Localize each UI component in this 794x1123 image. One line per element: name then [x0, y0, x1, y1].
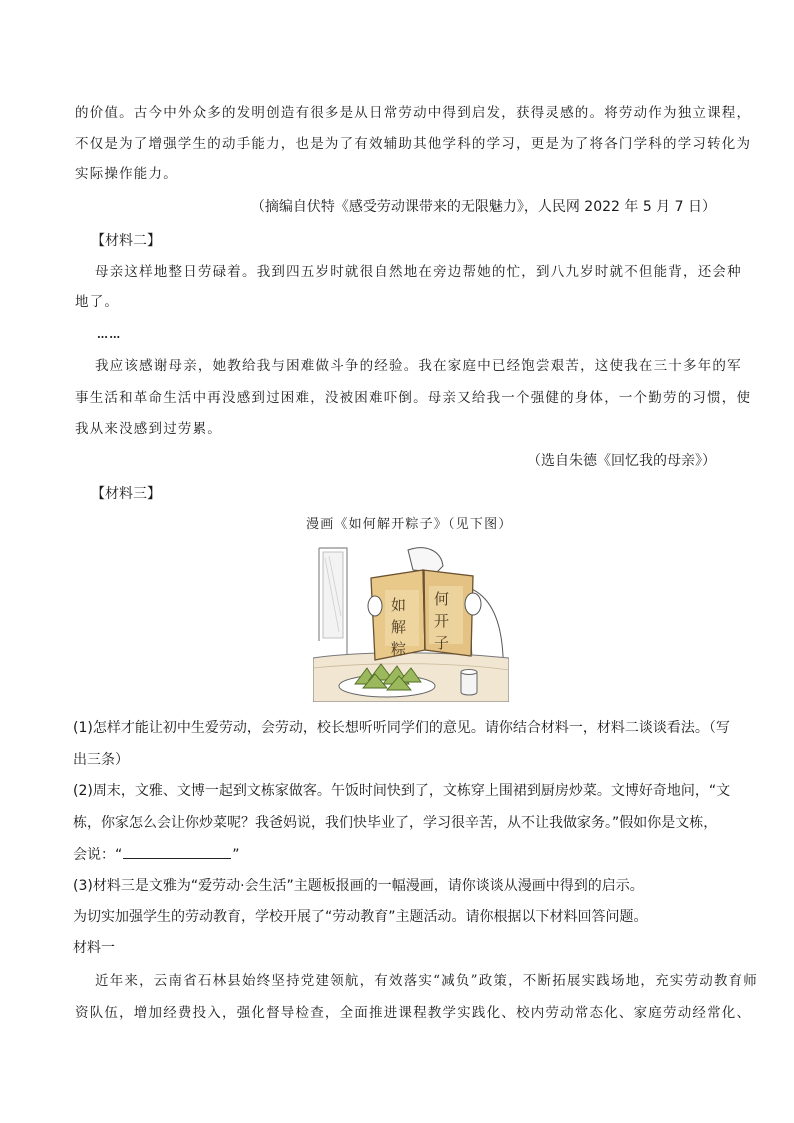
question-1-line-2: 出三条）: [73, 752, 129, 768]
book-char-6: 子: [434, 634, 450, 652]
question-2-line-2: 栋，你家怎么会让你炒菜呢？我爸妈说，我们快毕业了，学习很辛苦，从不让我做家务。”假如你是文栋，: [73, 815, 718, 831]
book-char-4: 开: [434, 612, 450, 630]
material2-source: （选自朱德《回忆我的母亲》）: [527, 453, 716, 469]
material2-p1-line-2: 地了。: [75, 294, 120, 310]
cartoon-illustration: [313, 546, 509, 702]
material2-p1-line-1: 母亲这样地整日劳碌着。我到四五岁时就很自然地在旁边帮她的忙，到八九岁时就不但能背，还会种: [95, 264, 742, 280]
material2-p2-line-1: 我应该感谢母亲，她教给我与困难做斗争的经验。我在家庭中已经饱尝艰苦，这使我在三十多年的军: [95, 358, 742, 374]
material1-line-3: 实际操作能力。: [75, 166, 178, 182]
material3-caption: 漫画《如何解开粽子》（见下图）: [306, 517, 513, 532]
next-material1-line-1: 近年来，云南省石林县始终坚持党建领航，有效落实“减负”政策，不断拓展实践场地，充实劳动教育师: [95, 973, 759, 989]
material2-heading: 【材料二】: [91, 233, 161, 249]
answer-suffix: ”: [232, 847, 240, 863]
material2-p2-line-2: 事生活和革命生活中再没感到过困难，没被困难吓倒。母亲又给我一个强健的身体，一个勤劳的习惯，使: [75, 390, 752, 406]
material1-line-1: 的价值。古今中外众多的发明创造有很多是从日常劳动中得到启发，获得灵感的。将劳动作为独立课程，: [75, 105, 752, 121]
question-1-line-1: (1)怎样才能让初中生爱劳动，会劳动，校长想听听同学们的意见。请你结合材料一，材料二谈谈看法。（写: [73, 720, 730, 736]
answer-prefix: 会说：“: [73, 847, 123, 863]
material1-source: （摘编自伏特《感受劳动课带来的无限魅力》，人民网 2022 年 5 月 7 日）: [250, 199, 716, 215]
book-char-3: 解: [391, 618, 407, 636]
answer-blank[interactable]: [123, 845, 231, 859]
material1-label: 材料一: [73, 940, 115, 956]
book-char-2: 何: [434, 590, 450, 608]
question-2-answer-line: [73, 845, 240, 865]
material2-ellipsis: ……: [97, 328, 122, 341]
book-char-5: 粽: [391, 640, 407, 658]
next-material1-line-2: 资队伍，增加经费投入，强化督导检查，全面推进课程教学实践化、校内劳动常态化、家庭劳动经常化、: [75, 1005, 752, 1021]
book-char-1: 如: [391, 596, 407, 614]
question-2-line-1: (2)周末，文雅、文博一起到文栋家做客。午饭时间快到了，文栋穿上围裙到厨房炒菜。文博好奇地问，“文: [73, 783, 731, 799]
material1-line-2: 不仅是为了增强学生的动手能力，也是为了有效辅助其他学科的学习，更是为了将各门学科的学习转化为: [75, 136, 752, 152]
material3-heading: 【材料三】: [91, 486, 161, 502]
material2-p2-line-3: 我从来没感到过劳累。: [75, 421, 222, 437]
section-intro: 为切实加强学生的劳动教育，学校开展了“劳动教育”主题活动。请你根据以下材料回答问题。: [73, 909, 648, 925]
question-3: (3)材料三是文雅为“爱劳动·会生活”主题板报画的一幅漫画，请你谈谈从漫画中得到的启示。: [73, 878, 644, 894]
